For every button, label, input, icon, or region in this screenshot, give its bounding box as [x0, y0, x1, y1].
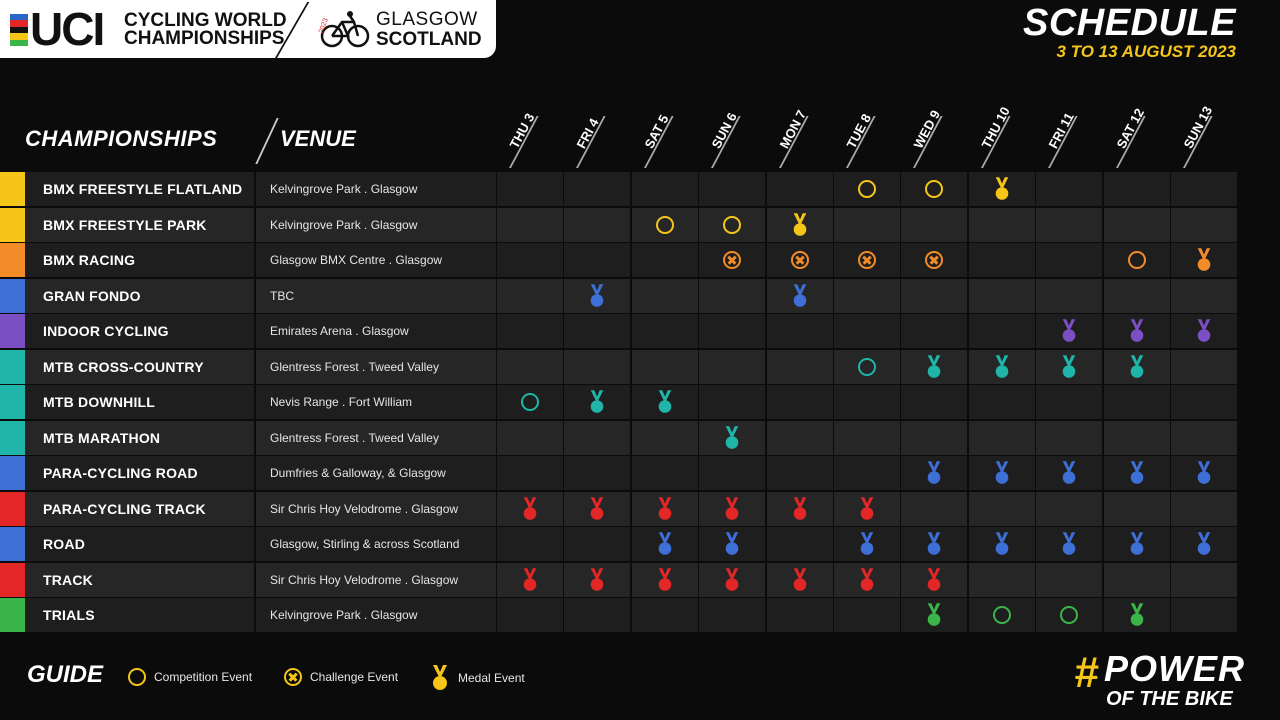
venue-name: Emirates Arena . Glasgow [270, 324, 409, 338]
medal-icon [791, 495, 809, 523]
day-cell [1171, 350, 1237, 384]
event-marker [834, 527, 900, 561]
day-cell [564, 350, 630, 384]
day-cell [901, 279, 967, 313]
medal-icon [993, 353, 1011, 381]
discipline-name: TRACK [43, 571, 93, 588]
ring-icon [1128, 251, 1146, 269]
day-cell [497, 456, 563, 490]
day-cell [632, 350, 698, 384]
ring-icon [858, 358, 876, 376]
ring-icon [521, 393, 539, 411]
event-marker [699, 563, 765, 597]
ring-icon [925, 180, 943, 198]
day-cell [564, 456, 630, 490]
medal-icon [1195, 459, 1213, 487]
day-cell [699, 314, 765, 348]
table-row [0, 350, 1237, 384]
ring-icon [858, 180, 876, 198]
medal-icon [656, 495, 674, 523]
venue-name: TBC [270, 288, 294, 303]
day-cell [969, 208, 1035, 242]
medal-icon [1060, 530, 1078, 558]
event-marker [834, 243, 900, 277]
x-ring-icon [791, 251, 809, 269]
medal-icon [1060, 317, 1078, 345]
medal-icon [858, 566, 876, 594]
ring-icon [128, 668, 146, 686]
day-cell [969, 243, 1035, 277]
table-row [0, 243, 1237, 277]
day-cell [632, 314, 698, 348]
event-marker [901, 243, 967, 277]
table-row [0, 314, 1237, 348]
day-cell [632, 456, 698, 490]
venue-name: Sir Chris Hoy Velodrome . Glasgow [270, 572, 459, 587]
event-marker [901, 563, 967, 597]
table-row [0, 492, 1237, 526]
discipline-name: BMX RACING [43, 252, 136, 268]
event-marker [834, 563, 900, 597]
medal-icon [791, 211, 809, 239]
medal-icon [588, 495, 606, 523]
event-marker [1171, 243, 1237, 277]
event-marker [699, 208, 765, 242]
day-cell [1171, 598, 1237, 632]
event-name-line2: CHAMPIONSHIPS [124, 28, 285, 49]
medal-icon [1195, 246, 1213, 274]
table-row [0, 172, 1237, 206]
event-marker [834, 492, 900, 526]
day-cell [564, 208, 630, 242]
medal-icon [588, 566, 606, 594]
day-cell [699, 279, 765, 313]
event-marker [497, 385, 563, 419]
day-cell [699, 385, 765, 419]
venue-name: Nevis Range . Fort William [270, 395, 413, 409]
event-marker [767, 492, 833, 526]
guide-challenge [284, 668, 398, 686]
day-cell [767, 314, 833, 348]
medal-icon [656, 530, 674, 558]
event-marker [1171, 456, 1237, 490]
discipline-color-swatch [0, 350, 25, 384]
day-cell [969, 314, 1035, 348]
event-marker [969, 350, 1035, 384]
day-cell [901, 492, 967, 526]
event-marker [1104, 598, 1170, 632]
host-line1: GLASGOW [376, 9, 478, 30]
event-marker [632, 492, 698, 526]
medal-icon [1128, 317, 1146, 345]
event-marker [901, 598, 967, 632]
day-cell [834, 314, 900, 348]
discipline-color-swatch [0, 385, 25, 419]
event-marker [699, 527, 765, 561]
event-marker [1036, 314, 1102, 348]
day-cell [901, 421, 967, 455]
medal-icon [1060, 353, 1078, 381]
page-subtitle: 3 TO 13 AUGUST 2023 [1056, 42, 1236, 61]
guide-challenge-label: Challenge Event [310, 670, 399, 684]
day-cell [1036, 208, 1102, 242]
day-header: SUN 6 [708, 110, 740, 151]
day-cell [564, 527, 630, 561]
event-marker [901, 350, 967, 384]
day-cell [969, 385, 1035, 419]
event-marker [699, 243, 765, 277]
discipline-color-swatch [0, 172, 25, 206]
day-header: THU 3 [506, 110, 538, 151]
discipline-name: INDOOR CYCLING [43, 323, 169, 339]
medal-icon [993, 530, 1011, 558]
day-cell [497, 314, 563, 348]
day-header: WED 9 [910, 107, 944, 151]
medal-icon [521, 566, 539, 594]
venue-name: Kelvingrove Park . Glasgow [270, 182, 418, 196]
event-marker [632, 563, 698, 597]
day-cell [901, 208, 967, 242]
discipline-color-swatch [0, 456, 25, 490]
day-cell [1171, 279, 1237, 313]
discipline-color-swatch [0, 563, 25, 597]
medal-icon [791, 566, 809, 594]
day-cell [1036, 563, 1102, 597]
medal-icon [1060, 459, 1078, 487]
day-cell [632, 172, 698, 206]
day-cell [1104, 492, 1170, 526]
day-cell [632, 279, 698, 313]
day-cell [1036, 172, 1102, 206]
day-cell [497, 172, 563, 206]
day-cell [969, 279, 1035, 313]
medal-icon [993, 459, 1011, 487]
discipline-name: ROAD [43, 536, 86, 552]
venue-name: Kelvingrove Park . Glasgow [270, 608, 418, 622]
table-row [0, 208, 1237, 242]
event-marker [564, 492, 630, 526]
day-cell [497, 243, 563, 277]
year-badge: 2023 [317, 17, 330, 35]
event-marker [632, 385, 698, 419]
day-cell [699, 172, 765, 206]
event-marker [767, 563, 833, 597]
event-marker [901, 456, 967, 490]
day-cell [767, 350, 833, 384]
ring-icon [993, 606, 1011, 624]
guide-competition-label: Competition Event [154, 670, 253, 684]
day-header: FRI 11 [1045, 110, 1077, 151]
day-header: SAT 12 [1113, 105, 1147, 151]
medal-icon [925, 601, 943, 629]
day-cell [1171, 208, 1237, 242]
discipline-name: BMX FREESTYLE FLATLAND [43, 181, 243, 197]
discipline-name: BMX FREESTYLE PARK [43, 216, 207, 233]
table-row [0, 385, 1237, 419]
day-cell [497, 527, 563, 561]
event-marker [834, 350, 900, 384]
discipline-color-swatch [0, 314, 25, 348]
day-cell [632, 598, 698, 632]
event-marker [1104, 527, 1170, 561]
medal-icon [588, 388, 606, 416]
ring-icon [1060, 606, 1078, 624]
event-marker [901, 527, 967, 561]
day-cell [969, 563, 1035, 597]
event-marker [1171, 314, 1237, 348]
venue-name: Kelvingrove Park . Glasgow [270, 217, 418, 232]
discipline-name: MTB DOWNHILL [43, 394, 156, 410]
day-cell [564, 243, 630, 277]
day-cell [1104, 385, 1170, 419]
slogan-line1: POWER [1104, 648, 1246, 689]
table-row [0, 421, 1237, 455]
day-cell [564, 598, 630, 632]
medal-icon [1128, 601, 1146, 629]
venue-name: Dumfries & Galloway, & Glasgow [270, 466, 446, 480]
medal-icon [1195, 317, 1213, 345]
discipline-name: PARA-CYCLING ROAD [43, 465, 198, 481]
uci-stripes-icon [10, 14, 28, 46]
guide-title: GUIDE [27, 661, 104, 688]
logo-card [0, 0, 496, 58]
table-row [0, 527, 1237, 561]
day-cell [834, 421, 900, 455]
discipline-color-swatch [0, 527, 25, 561]
day-cell [834, 279, 900, 313]
day-cell [632, 421, 698, 455]
column-header-venue: VENUE [280, 126, 356, 151]
day-cell [1171, 385, 1237, 419]
day-cell [1171, 421, 1237, 455]
day-cell [767, 456, 833, 490]
medal-icon [723, 566, 741, 594]
medal-icon [925, 530, 943, 558]
day-cell [834, 598, 900, 632]
event-marker [1036, 598, 1102, 632]
event-marker [497, 563, 563, 597]
day-cell [1104, 421, 1170, 455]
header-divider [255, 118, 278, 164]
event-marker [497, 492, 563, 526]
venue-name: Glentress Forest . Tweed Valley [270, 359, 439, 374]
medal-icon [723, 530, 741, 558]
medal-icon [925, 353, 943, 381]
event-marker [632, 208, 698, 242]
day-cell [1104, 563, 1170, 597]
day-cell [1171, 492, 1237, 526]
medal-icon [521, 495, 539, 523]
medal-icon [656, 388, 674, 416]
page-title: SCHEDULE [1022, 2, 1236, 44]
day-cell [497, 279, 563, 313]
event-marker [1104, 456, 1170, 490]
day-cell [901, 314, 967, 348]
medal-icon [858, 530, 876, 558]
day-cell [901, 385, 967, 419]
day-cell [767, 421, 833, 455]
slogan-line2: OF THE BIKE [1106, 688, 1233, 710]
x-ring-icon [858, 251, 876, 269]
day-cell [497, 598, 563, 632]
day-header: MON 7 [776, 107, 809, 151]
day-cell [497, 421, 563, 455]
day-cell [1171, 563, 1237, 597]
ring-icon [656, 216, 674, 234]
discipline-name: PARA-CYCLING TRACK [43, 500, 206, 517]
host-line2: SCOTLAND [376, 29, 482, 50]
day-cell [1036, 243, 1102, 277]
medal-icon [925, 459, 943, 487]
day-cell [834, 385, 900, 419]
event-marker [969, 527, 1035, 561]
medal-icon [925, 566, 943, 594]
host-city [376, 10, 482, 50]
medal-icon [858, 495, 876, 523]
x-ring-icon [723, 251, 741, 269]
event-marker [1171, 527, 1237, 561]
event-marker [901, 172, 967, 206]
day-cell [699, 598, 765, 632]
event-marker [969, 172, 1035, 206]
day-cell [1036, 279, 1102, 313]
venue-name: Glasgow, Stirling & across Scotland [270, 537, 460, 551]
day-header: SAT 5 [641, 112, 672, 151]
table-row [0, 279, 1237, 313]
day-cell [699, 350, 765, 384]
day-cell [497, 208, 563, 242]
medal-icon [791, 282, 809, 310]
event-marker [564, 563, 630, 597]
x-ring-icon [284, 668, 302, 686]
venue-name: Sir Chris Hoy Velodrome . Glasgow [270, 501, 459, 516]
discipline-color-swatch [0, 598, 25, 632]
medal-icon [723, 495, 741, 523]
event-marker [699, 421, 765, 455]
event-marker [699, 492, 765, 526]
day-header: FRI 4 [573, 115, 603, 151]
day-cell [767, 598, 833, 632]
x-ring-icon [925, 251, 943, 269]
discipline-color-swatch [0, 492, 25, 526]
discipline-name: GRAN FONDO [43, 287, 141, 304]
venue-name: Glasgow BMX Centre . Glasgow [270, 253, 443, 267]
discipline-name: TRIALS [43, 607, 95, 623]
discipline-color-swatch [0, 208, 25, 242]
day-header: TUE 8 [843, 111, 875, 151]
discipline-color-swatch [0, 243, 25, 277]
medal-icon [1128, 459, 1146, 487]
day-cell [834, 208, 900, 242]
event-marker [1036, 350, 1102, 384]
event-name-line1: CYCLING WORLD [124, 10, 287, 31]
table-row [0, 598, 1237, 632]
event-marker [834, 172, 900, 206]
discipline-color-swatch [0, 279, 25, 313]
day-cell [1036, 385, 1102, 419]
guide-competition [128, 668, 252, 686]
event-marker [1104, 243, 1170, 277]
slogan-hash: # [1074, 648, 1099, 697]
day-cell [564, 314, 630, 348]
column-header-championships: CHAMPIONSHIPS [25, 126, 218, 151]
event-name [124, 12, 287, 48]
medal-icon [430, 664, 450, 692]
day-cell [564, 421, 630, 455]
event-marker [969, 456, 1035, 490]
medal-icon [723, 424, 741, 452]
event-marker [767, 243, 833, 277]
medal-icon [656, 566, 674, 594]
medal-icon [993, 175, 1011, 203]
day-cell [767, 172, 833, 206]
day-cell [767, 527, 833, 561]
event-marker [564, 279, 630, 313]
day-cell [699, 456, 765, 490]
bicycle-icon [317, 8, 370, 50]
day-cell [1036, 492, 1102, 526]
day-cell [564, 172, 630, 206]
day-cell [969, 421, 1035, 455]
event-marker [632, 527, 698, 561]
medal-icon [1128, 530, 1146, 558]
day-cell [632, 243, 698, 277]
day-header: THU 10 [978, 104, 1013, 151]
medal-icon [1128, 353, 1146, 381]
event-marker [564, 385, 630, 419]
event-marker [1104, 350, 1170, 384]
day-cell [1104, 208, 1170, 242]
ring-icon [723, 216, 741, 234]
event-marker [969, 598, 1035, 632]
day-cell [497, 350, 563, 384]
day-cell [1104, 279, 1170, 313]
venue-name: Glentress Forest . Tweed Valley [270, 430, 439, 445]
day-cell [834, 456, 900, 490]
discipline-color-swatch [0, 421, 25, 455]
day-cell [1104, 172, 1170, 206]
day-header: SUN 13 [1180, 103, 1216, 151]
table-row [0, 456, 1237, 490]
discipline-name: MTB CROSS-COUNTRY [43, 358, 204, 375]
day-cell [767, 385, 833, 419]
day-cell [1036, 421, 1102, 455]
table-row [0, 563, 1237, 597]
day-cell [1171, 172, 1237, 206]
uci-logo: UCI [30, 3, 104, 55]
guide-medal [430, 664, 525, 692]
event-marker [1036, 456, 1102, 490]
medal-icon [1195, 530, 1213, 558]
medal-icon [588, 282, 606, 310]
event-marker [1104, 314, 1170, 348]
guide-medal-label: Medal Event [458, 671, 525, 685]
event-marker [767, 208, 833, 242]
event-marker [767, 279, 833, 313]
day-cell [969, 492, 1035, 526]
discipline-name: MTB MARATHON [43, 429, 161, 446]
event-marker [1036, 527, 1102, 561]
